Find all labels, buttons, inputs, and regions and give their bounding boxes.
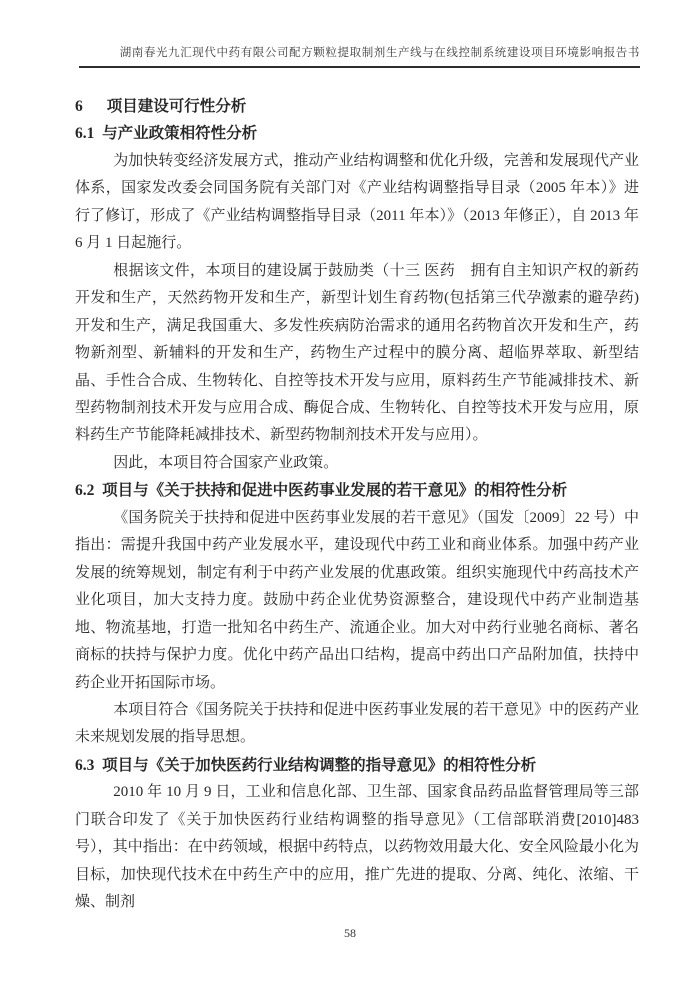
body-paragraph-structure-adjustment: 2010 年 10 月 9 日，工业和信息化部、卫生部、国家食品药品监督管理局等三部门联合印发了《关于加快医药行业结构调整的指导意见》（工信部联消费[2010]483 号），其中指出：在中药领域，根据中药特点，以药物效用最大化、安全风险最小化为目标，加快现代技术在中药生产中的应用，推广先进的提取、分离、纯化、浓缩、干燥、制剂 [75,784,639,911]
subsection-number: 6.2 [75,482,95,500]
subsection-number: 6.1 [75,125,95,143]
subsection-heading-6-2 [75,477,639,504]
subsection-heading-6-3 [75,752,639,779]
chapter-heading-6 [75,93,639,120]
chapter-title: 项目建设可行性分析 [106,98,247,115]
body-paragraph-tcm-opinion: 《国务院关于扶持和促进中医药事业发展的若干意见》（国发〔2009〕22 号）中指出：需提升我国中药产业发展水平，建设现代中药工业和商业体系。加强中药产业发展的统筹规划，制定有利于中药产业发展的优惠政策。组织实施现代中药高技术产业化项目，加大支持力度。鼓励中药企业优势资源整合，建设现代中药产业制造基地、物流基地，打造一批知名中药生产、流通企业。加大对中药行业驰名商标、著名商标的扶持与保护力度。优化中药产品出口结构，提高中药出口产品附加值，扶持中药企业开拓国际市场。 [75,509,639,691]
body-paragraph-tcm-conclusion: 本项目符合《国务院关于扶持和促进中医药事业发展的若干意见》中的医药产业未来规划发展的指导思想。 [75,701,639,746]
body-paragraph-policy-conclusion: 因此，本项目符合国家产业政策。 [113,454,339,471]
body-paragraph-policy-intro: 为加快转变经济发展方式，推动产业结构调整和优化升级，完善和发展现代产业体系，国家发改委会同国务院有关部门对《产业结构调整指导目录（2005 年本）》进行了修订，形成了《产业结构调整指导目录（2011 年本）》（2013 年修正），自 2013 年 6 月 1 日起施行。 [75,152,639,252]
subsection-title: 与产业政策相符性分析 [102,125,258,143]
subsection-title: 项目与《关于加快医药行业结构调整的指导意见》的相符性分析 [102,756,537,774]
running-header-title: 湖南春光九汇现代中药有限公司配方颗粒提取制剂生产线与在线控制系统建设项目环境影响报告书 [119,47,640,59]
header-rule [79,66,640,68]
chapter-number: 6 [75,98,83,115]
subsection-title: 项目与《关于扶持和促进中医药事业发展的若干意见》的相符性分析 [102,482,568,500]
body-paragraph-encouraged-category: 根据该文件，本项目的建设属于鼓励类（十三 医药 拥有自主知识产权的新药开发和生产，天然药物开发和生产，新型计划生育药物(包括第三代孕激素的避孕药)开发和生产，满足我国重大、多发性疾病防治需求的通用名药物首次开发和生产，药物新剂型、新辅料的开发和生产，药物生产过程中的膜分离、超临界萃取、新型结晶、手性合合成、生物转化、自控等技术开发与应用，原料药生产节能减排技术、新型药物制剂技术开发与应用合成、酶促合成、生物转化、自控等技术开发与应用，原料药生产节能降耗减排技术、新型药物制剂技术开发与应用）。 [75,262,639,444]
subsection-number: 6.3 [75,756,95,774]
page-number: 58 [344,926,356,940]
page-body [75,93,639,917]
subsection-heading-6-1 [75,120,639,147]
